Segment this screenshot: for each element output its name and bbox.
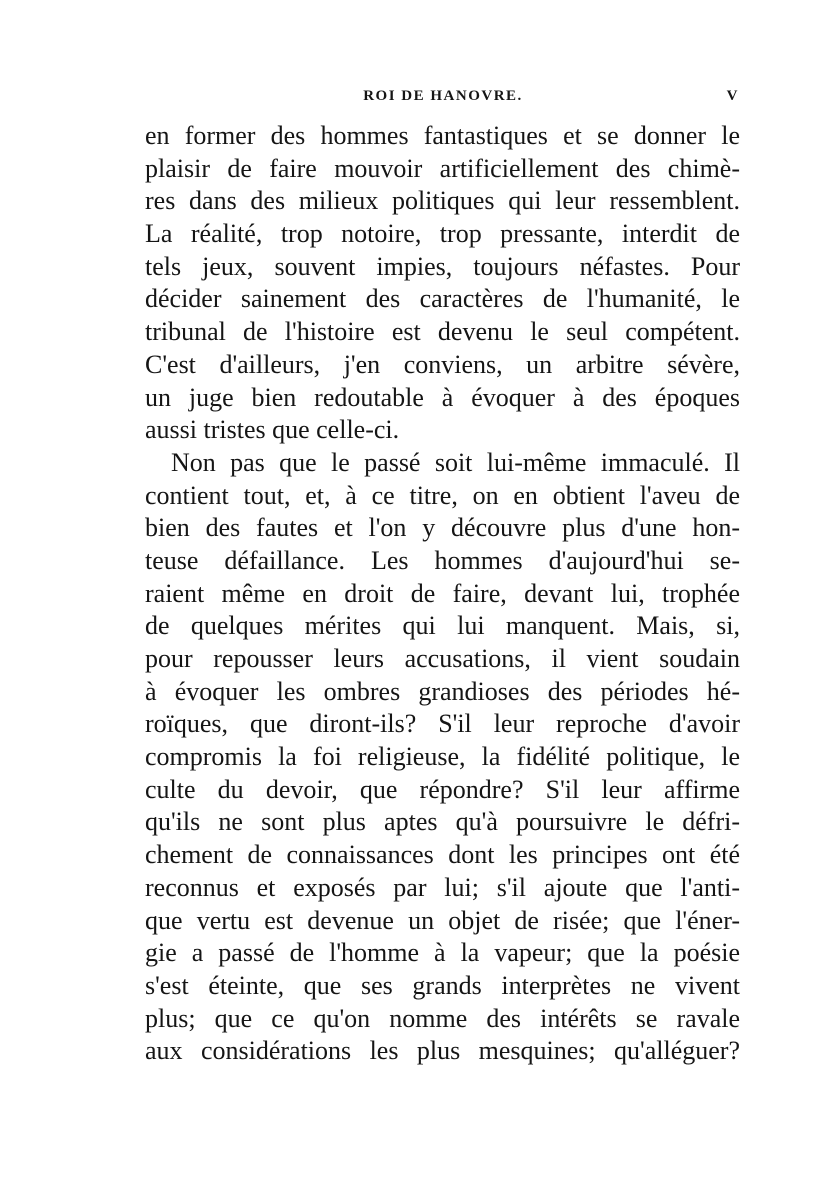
paragraph-2 — [145, 447, 740, 1068]
text-line: res dans des milieux politiques qui leur ressemblent. — [145, 186, 740, 216]
text-line: contient tout, et, à ce titre, on en obtient l'aveu de — [145, 480, 740, 510]
paragraph-1 — [145, 120, 740, 447]
text-line: compromis la foi religieuse, la fidélité politique, le — [145, 742, 740, 772]
text-line: un juge bien redoutable à évoquer à des époques — [145, 382, 740, 412]
page-header — [147, 88, 739, 110]
page-number: V — [726, 88, 739, 104]
text-line: à évoquer les ombres grandioses des périodes hé- — [145, 676, 740, 706]
text-line: reconnus et exposés par lui; s'il ajoute que l'anti- — [145, 872, 740, 902]
text-line: qu'ils ne sont plus aptes qu'à poursuivre le défri- — [145, 807, 740, 837]
text-line: plus; que ce qu'on nomme des intérêts se ravale — [145, 1003, 740, 1033]
text-line: roïques, que diront-ils? S'il leur reproche d'avoir — [145, 709, 740, 739]
text-line: bien des fautes et l'on y découvre plus d'une hon- — [145, 513, 740, 543]
text-line: C'est d'ailleurs, j'en conviens, un arbitre sévère, — [145, 349, 740, 379]
text-line: pour repousser leurs accusations, il vient soudain — [145, 644, 740, 673]
text-line: tribunal de l'histoire est devenu le seul compétent. — [145, 317, 740, 347]
text-line: décider sainement des caractères de l'humanité, le — [145, 284, 740, 314]
text-line: La réalité, trop notoire, trop pressante, interdit de — [145, 219, 740, 249]
text-line: en former des hommes fantastiques et se donner le — [145, 121, 740, 150]
text-line: gie a passé de l'homme à la vapeur; que la poésie — [145, 938, 740, 968]
text-line: aussi tristes que celle-ci. — [145, 415, 400, 445]
text-line: s'est éteinte, que ses grands interprètes ne vivent — [145, 970, 740, 1000]
text-line: culte du devoir, que répondre? S'il leur affirme — [145, 774, 740, 804]
text-line: teuse défaillance. Les hommes d'aujourd'hui se- — [145, 545, 740, 575]
text-line: plaisir de faire mouvoir artificiellement des chimè- — [145, 153, 740, 183]
text-line: raient même en droit de faire, devant lui, trophée — [145, 578, 740, 608]
text-line: Non pas que le passé soit lui-même immaculé. Il — [171, 447, 740, 477]
body-text — [145, 120, 740, 1068]
running-head: ROI DE HANOVRE. — [363, 88, 523, 104]
text-line: aux considérations les plus mesquines; qu'alléguer? — [145, 1036, 740, 1066]
text-line: que vertu est devenue un objet de risée; que l'éner- — [145, 905, 740, 935]
text-line: tels jeux, souvent impies, toujours néfastes. Pour — [145, 251, 740, 281]
text-line: chement de connaissances dont les principes ont été — [145, 840, 740, 870]
text-line: de quelques mérites qui lui manquent. Mais, si, — [145, 611, 740, 641]
